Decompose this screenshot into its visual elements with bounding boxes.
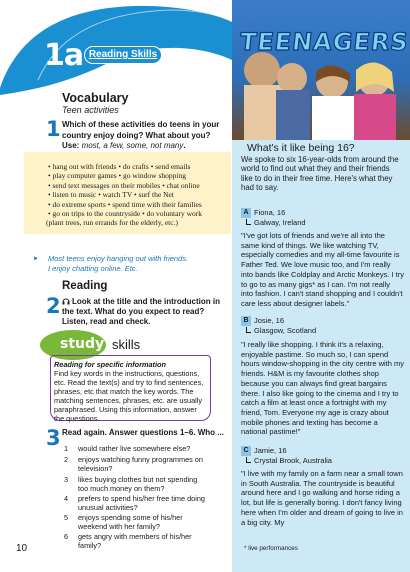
- person-location: Crystal Brook, Australia: [254, 456, 332, 465]
- name-corner-mark: [246, 457, 251, 463]
- reading-heading: Reading: [62, 280, 108, 292]
- activity-line: • hang out with friends • do crafts • send emails: [48, 162, 191, 171]
- exercise-2-instruction: Look at the title and the introduction in the text. What do you expect to read? Listen, read and check.: [62, 297, 220, 326]
- activity-line: • do extreme sports • spend time with their families: [48, 199, 202, 209]
- exercise-3-number: 3: [46, 426, 61, 450]
- person-letter: B: [241, 316, 251, 326]
- unit-title-pill: Reading Skills: [84, 46, 162, 64]
- exercise-1-number: 1: [46, 117, 61, 141]
- exercise-1-instruction: Which of these activities do teens in your country enjoy doing? What about you? Use: most, a few, some, not many.: [62, 120, 220, 150]
- article-intro: We spoke to six 16-year-olds from around the world to find out what they and their friends like to do in their free time. Here's what they had to say.: [241, 155, 399, 192]
- activity-line: • send text messages on their mobiles • chat online: [48, 180, 200, 190]
- activity-line: • listen to music • watch TV • surf the Net: [48, 190, 174, 200]
- page-number: 10: [16, 543, 28, 554]
- tip-arrow-icon: ►: [33, 256, 39, 262]
- teenagers-photo: [232, 0, 410, 140]
- person-name: Josie, 16: [254, 316, 285, 325]
- person-location: Glasgow, Scotland: [254, 326, 317, 335]
- person-location: Galway, Ireland: [254, 218, 306, 227]
- name-corner-mark: [246, 219, 251, 225]
- activity-line: • play computer games • go window shopping: [48, 171, 186, 181]
- unit-number: 1a: [44, 38, 84, 73]
- skills-label: skills: [112, 337, 141, 352]
- person-letter: A: [241, 208, 251, 218]
- study-label: study: [60, 336, 105, 352]
- vocabulary-subheading: Teen activities: [62, 105, 119, 115]
- exercise-2-number: 2: [46, 294, 61, 318]
- teenagers-illustration: [232, 0, 410, 140]
- study-box-title: Reading for specific information: [54, 360, 166, 369]
- article-heading: What's it like being 16?: [247, 142, 355, 154]
- example-answer: Most teens enjoy hanging out with friends. I enjoy chatting online. Etc.: [48, 254, 189, 273]
- study-box-text: Find key words in the instructions, questions, etc. Read the text(s) and try to find sentences, phrases, etc that match the key words. The matching sentences, phrases, etc. are usually paraphrased. Using this information, answer the questions.: [54, 369, 204, 423]
- exercise-3-instruction: Read again. Answer questions 1–6. Who ...: [62, 428, 224, 437]
- person-text: "I really like shopping. I think it's a relaxing, enjoyable pastime. So much so, I can spend hours window-shopping in the city centre with my friends. H&M is my favourite clothes shop because you can always find great bargains there. I also like going to the cinema and I try to catch a film at least once a fortnight with my friend, Tom. Everyone my age is crazy about mobile phones and texting has become a national pastime!": [241, 340, 404, 437]
- person-text: "I've got lots of friends and we're all into the same kind of things. We like watching TV, especially comedies and my all-time favourite is Father Ted. We love music too, and I'm really into bands like Coldplay and Arctic Monkeys. I try to go to as many gigs* as I can. I'm not really into fashion. I can't stand shopping and I couldn't care less about designer labels.": [241, 231, 404, 308]
- name-corner-mark: [246, 327, 251, 333]
- vocabulary-heading: Vocabulary: [62, 91, 129, 105]
- person-name: Fiona, 16: [254, 208, 286, 217]
- activity-line: • go on trips to the countryside • do voluntary work: [48, 209, 202, 219]
- study-skills-box: [50, 355, 211, 421]
- activity-line: (plant trees, run errands for the elderly, etc.): [46, 218, 178, 228]
- footnote: * live performances: [244, 545, 298, 552]
- person-text: "I live with my family on a farm near a small town in South Australia. The countryside is beautiful around here and I go walking and horse riding a lot, but life is generally boring. I don't fancy living here when I'm older and dream of going to live in a big city. My: [241, 469, 403, 527]
- teenagers-title: TEENAGERS: [238, 28, 410, 56]
- person-name: Jamie, 16: [254, 446, 287, 455]
- person-letter: C: [241, 446, 251, 456]
- activities-list: [48, 162, 230, 228]
